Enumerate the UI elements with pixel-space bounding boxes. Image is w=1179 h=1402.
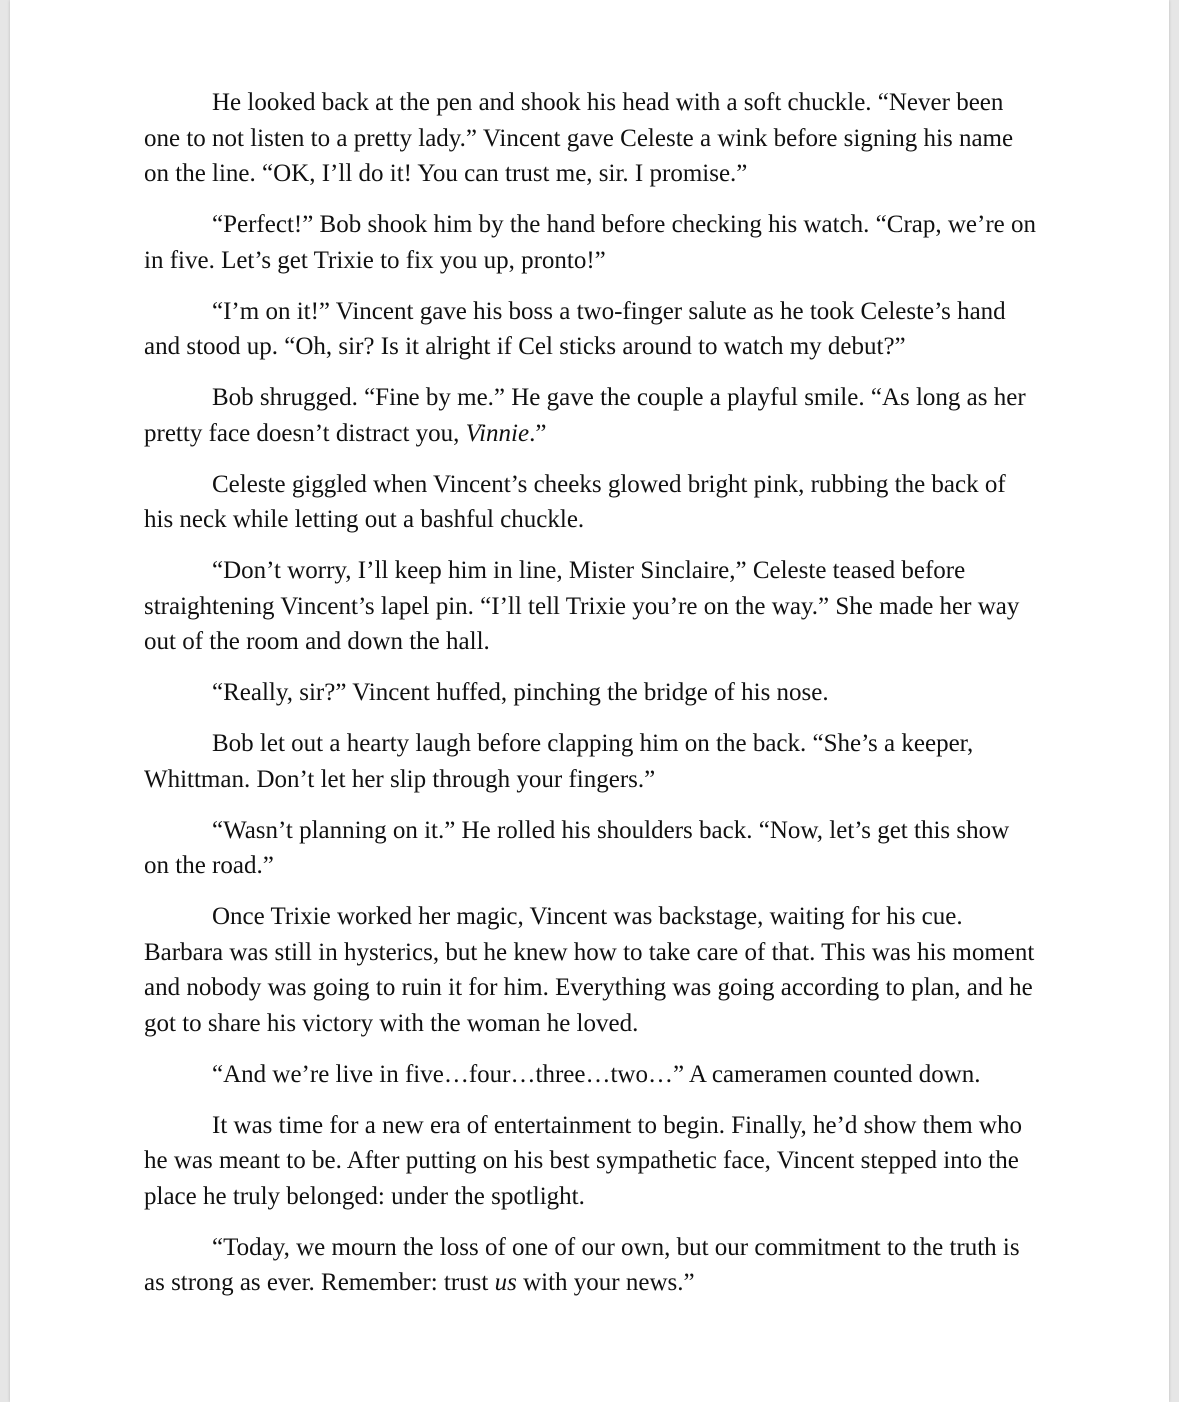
document-page [10, 0, 1169, 1402]
paragraph-5: Celeste giggled when Vincent’s cheeks glowed bright pink, rubbing the back of his neck while letting out a bashful chuckle. [144, 470, 1006, 533]
paragraph-11: “And we’re live in five…four…three…two…” A cameramen counted down. [212, 1060, 981, 1088]
paragraph-3: “I’m on it!” Vincent gave his boss a two-finger salute as he took Celeste’s hand and stood up. “Oh, sir? Is it alright if Cel sticks around to watch my debut?” [144, 297, 1006, 360]
paragraph-4-end: .” [529, 419, 547, 447]
paragraph-10: Once Trixie worked her magic, Vincent was backstage, waiting for his cue. Barbara was still in hysterics, but he knew how to take care of that. This was his moment and nobody was going to ruin it for him. Everything was going according to plan, and he got to share his victory with the woman he loved. [144, 903, 1035, 1037]
paragraph-9: “Wasn’t planning on it.” He rolled his shoulders back. “Now, let’s get this show on the road.” [144, 816, 1010, 879]
paragraph-1: He looked back at the pen and shook his head with a soft chuckle. “Never been one to not listen to a pretty lady.” Vincent gave Celeste a wink before signing his name on the line. “OK, I’ll do it! You can trust me, sir. I promise.” [144, 89, 1014, 187]
paragraph-6: “Don’t worry, I’ll keep him in line, Mister Sinclaire,” Celeste teased before straightening Vincent’s lapel pin. “I’ll tell Trixie you’re on the way.” She made her way out of the room and down the hall. [144, 557, 1020, 655]
paragraph-2: “Perfect!” Bob shook him by the hand before checking his watch. “Crap, we’re on in five. Let’s get Trixie to fix you up, pronto!” [144, 211, 1037, 274]
paragraph-13-end: with your news.” [516, 1269, 695, 1296]
paragraph-8: Bob let out a hearty laugh before clapping him on the back. “She’s a keeper, Whittman. Don’t let her slip through your fingers.” [144, 730, 974, 793]
paragraph-7: “Really, sir?” Vincent huffed, pinching the bridge of his nose. [212, 679, 829, 706]
paragraph-12: It was time for a new era of entertainment to begin. Finally, he’d show them who he was meant to be. After putting on his best sympathetic face, Vincent stepped into the place he truly belonged: under the spotlight. [144, 1111, 1022, 1210]
paragraph-4 [144, 380, 1039, 451]
paragraph-4-text: Bob shrugged. “Fine by me.” He gave the couple a playful smile. “As long as her pretty face doesn’t distract you, [144, 384, 1026, 447]
paragraph-13 [144, 1230, 1039, 1301]
paragraph-13-text: “Today, we mourn the loss of one of our own, but our commitment to the truth is as strong as ever. Remember: trust [144, 1233, 1020, 1296]
body-text [144, 85, 1039, 1316]
paragraph-4-italic: Vinnie [465, 419, 530, 447]
paragraph-13-italic: us [494, 1269, 517, 1296]
